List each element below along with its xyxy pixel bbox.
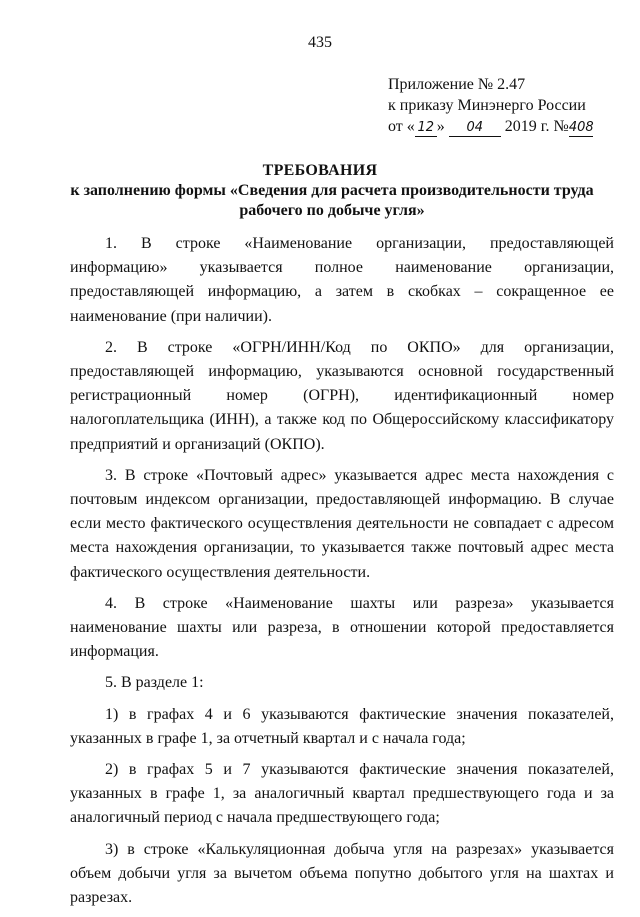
order-reference: к приказу Минэнерго России bbox=[388, 97, 586, 114]
appendix-block bbox=[388, 74, 593, 137]
paragraph: 3. В строке «Почтовый адрес» указывается адрес места нахождения с почтовым индексом организации, предоставляющей информацию. В случае если место фактического осуществления деятельности не совпадает с адресом места нахождения организации, то указывается также почтовый адрес места фактического осуществления деятельности. bbox=[70, 466, 614, 581]
date-prefix: от « bbox=[388, 118, 415, 135]
paragraph: 4. В строке «Наименование шахты или разреза» указывается наименование шахты или разреза, в отношении которой предоставляется информация. bbox=[70, 594, 614, 661]
year-and-number-label: 2019 г. № bbox=[504, 118, 569, 135]
paragraph: 3) в строке «Калькуляционная добыча угля на разрезах» указывается объем добычи угля за вычетом объема попутно добытого угля на шахтах и разрезах. bbox=[70, 840, 614, 907]
paragraph: 1. В строке «Наименование организации, предоставляющей информацию» указывается полное наименование организации, предоставляющей информацию, а затем в скобках – сокращенное ее наименование (при наличии). bbox=[70, 235, 614, 325]
appendix-line: Приложение № 2.47 bbox=[388, 76, 526, 93]
document-title: ТРЕБОВАНИЯ bbox=[262, 162, 378, 179]
paragraph: 5. В разделе 1: bbox=[105, 674, 204, 692]
handwritten-month: 04 bbox=[449, 120, 501, 137]
handwritten-day: 12 bbox=[415, 120, 437, 137]
paragraph: 2. В строке «ОГРН/ИНН/Код по ОКПО» для организации, предоставляющей информацию, указываются основной государственный регистрационный номер (ОГРН), идентификационный номер налогоплательщика (ИНН), а также код по Общероссийскому классификатору предприятий и организаций (ОКПО). bbox=[70, 338, 614, 453]
document-body bbox=[70, 232, 614, 917]
document-subtitle: к заполнению формы «Сведения для расчета производительности труда рабочего по добыче угля» bbox=[70, 182, 594, 219]
paragraph: 1) в графах 4 и 6 указываются фактические значения показателей, указанных в графе 1, за отчетный квартал и с начала года; bbox=[70, 705, 614, 747]
handwritten-order-number: 408 bbox=[568, 120, 594, 135]
date-mid: » bbox=[436, 118, 445, 135]
page-number: 435 bbox=[308, 34, 332, 51]
order-date-line bbox=[388, 116, 593, 137]
paragraph: 2) в графах 5 и 7 указываются фактические значения показателей, указанных в графе 1, за аналогичный квартал предшествующего года и за аналогичный период с начала предшествующего года; bbox=[70, 761, 614, 827]
